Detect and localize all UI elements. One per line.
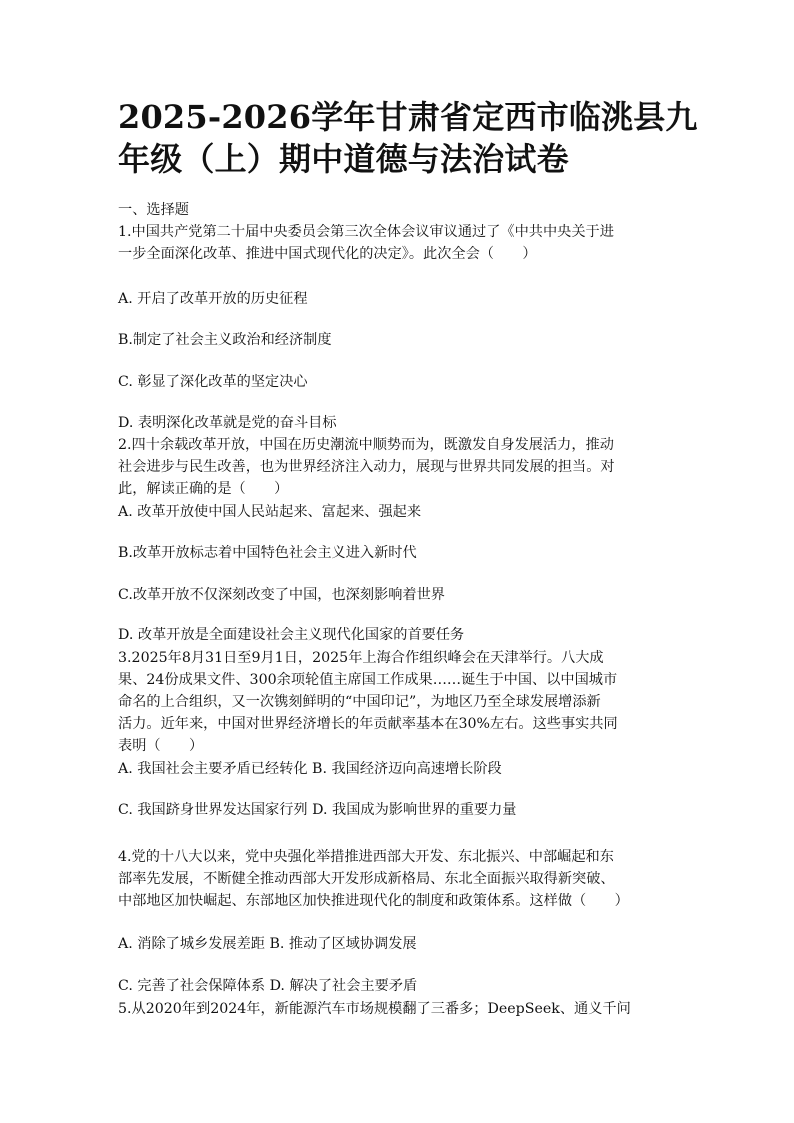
q5-stem-line-1: 5.从2020年到2024年，新能源汽车市场规模翻了三番多；DeepSeek、通义千问: [118, 1001, 631, 1017]
title-line-1: 2025-2026学年甘肃省定西市临洮县九: [118, 98, 698, 136]
q3-stem-line-4: 活力。近年来，中国对世界经济增长的年贡献率基本在30%左右。这些事实共同: [118, 716, 618, 732]
q1-option-a: A. 开启了改革开放的历史征程: [118, 291, 308, 307]
q1-option-d: D. 表明深化改革就是党的奋斗目标: [118, 415, 337, 431]
q4-options-cd: C. 完善了社会保障体系 D. 解决了社会主要矛盾: [118, 978, 418, 994]
q1-option-c: C. 彰显了深化改革的坚定决心: [118, 374, 308, 390]
q2-option-d: D. 改革开放是全面建设社会主义现代化国家的首要任务: [118, 627, 465, 643]
q2-stem-line-1: 2.四十余载改革开放，中国在历史潮流中顺势而为，既激发自身发展活力，推动: [118, 437, 614, 453]
q1-stem-line-1: 1.中国共产党第二十届中央委员会第三次全体会议审议通过了《中共中央关于进: [118, 224, 614, 240]
q1-option-b: B.制定了社会主义政治和经济制度: [118, 332, 332, 348]
q2-option-a: A. 改革开放使中国人民站起来、富起来、强起来: [118, 504, 422, 520]
exam-title: [118, 96, 698, 180]
q3-stem-line-2: 果、24份成果文件、300余项轮值主席国工作成果……诞生于中国、以中国城市: [118, 672, 618, 688]
section-heading: 一、选择题: [118, 202, 189, 218]
q3-options-ab: A. 我国社会主要矛盾已经转化 B. 我国经济迈向高速增长阶段: [118, 761, 502, 777]
title-line-2: 年级（上）期中道德与法治试卷: [118, 140, 569, 178]
q2-stem-line-2: 社会进步与民生改善，也为世界经济注入动力，展现与世界共同发展的担当。对: [118, 459, 615, 475]
q4-stem-line-1: 4.党的十八大以来，党中央强化举措推进西部大开发、东北振兴、中部崛起和东: [118, 849, 614, 865]
q4-stem-line-2: 部率先发展，不断健全推动西部大开发形成新格局、东北全面振兴取得新突破、: [118, 871, 615, 887]
q3-options-cd: C. 我国跻身世界发达国家行列 D. 我国成为影响世界的重要力量: [118, 802, 517, 818]
q4-options-ab: A. 消除了城乡发展差距 B. 推动了区域协调发展: [118, 936, 417, 952]
q4-stem-line-3: 中部地区加快崛起、东部地区加快推进现代化的制度和政策体系。这样做（ ）: [118, 893, 629, 909]
q2-option-b: B.改革开放标志着中国特色社会主义进入新时代: [118, 545, 417, 561]
q2-stem-line-3: 此，解读正确的是（ ）: [118, 481, 289, 497]
q2-option-c: C.改革开放不仅深刻改变了中国，也深刻影响着世界: [118, 587, 445, 603]
q1-stem-line-2: 一步全面深化改革、推进中国式现代化的决定》。此次全会（ ）: [118, 246, 537, 262]
q3-stem-line-5: 表明（ ）: [118, 738, 204, 754]
q3-stem-line-3: 命名的上合组织，又一次镌刻鲜明的“中国印记”，为地区乃至全球发展增添新: [118, 694, 601, 710]
q3-stem-line-1: 3.2025年8月31日至9月1日，2025年上海合作组织峰会在天津举行。八大成: [118, 650, 604, 666]
